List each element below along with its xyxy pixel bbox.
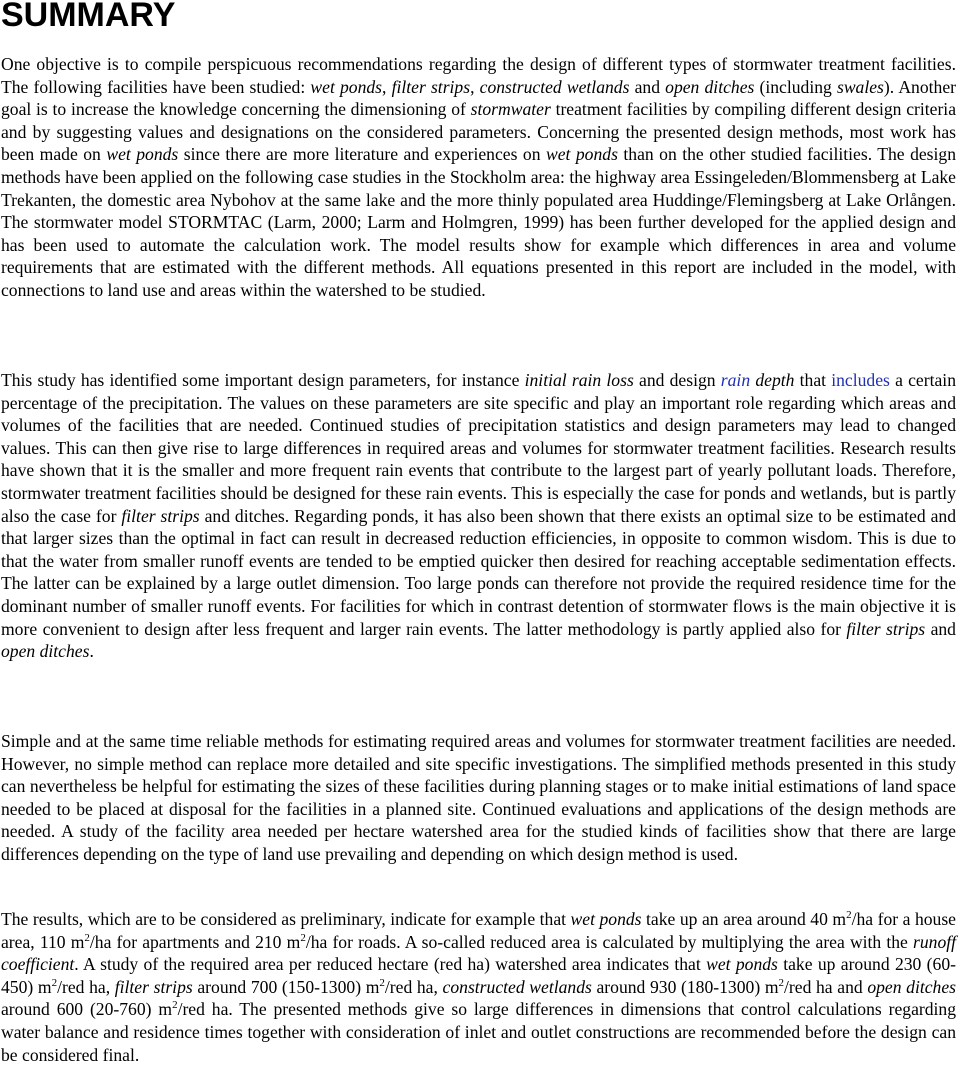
- italic-term: open ditches: [665, 76, 755, 97]
- text-run: The results, which are to be considered as preliminary, indicate for example that: [1, 909, 571, 929]
- summary-paragraph-1: [1, 53, 956, 302]
- text-run: /ha for roads. A so-called reduced area is calculated by multiplying the area with the: [305, 931, 914, 952]
- text-run: take up an area around 40 m: [641, 909, 847, 929]
- text-run: and: [925, 618, 956, 639]
- text-run: around 600 (20-760) m: [1, 999, 173, 1020]
- italic-term: wet ponds: [106, 144, 179, 165]
- link-rain[interactable]: rain: [720, 370, 751, 390]
- italic-term: constructed wetlands: [479, 76, 630, 97]
- italic-term: runoff coefficient: [1, 931, 957, 975]
- superscript: 2: [51, 976, 58, 989]
- italic-term: open ditches: [1, 641, 90, 662]
- superscript: 2: [300, 931, 306, 944]
- italic-term: filter strips: [121, 505, 200, 526]
- link-includes[interactable]: includes: [831, 370, 890, 390]
- italic-term: filter strips: [391, 76, 471, 97]
- text-run: than on the other studied facilities. The design methods have been applied on the following case studies in the Stockholm area: the highway area Essingeleden/Blommensberg at Lake Trekanten, the domestic area Nybohov at the same lake and the more thinly populated area Huddinge/Flemingsberg at Lake Orlången. The stormwater model STORMTAC (Larm, 2000; Larm and Holmgren, 1999) has been further developed for the applied design and has been used to automate the calculation work. The model results show for example which differences in area and volume requirements that are estimated with the different methods. All equations presented in this report are included in the model, with connections to land use and areas within the watershed to be studied.: [1, 144, 957, 300]
- text-run: that: [794, 370, 832, 390]
- superscript: 2: [379, 976, 385, 989]
- italic-term: initial rain loss: [524, 370, 634, 390]
- text-run: treatment facilities by compiling different design criteria and by suggesting values and designations on the considered parameters. Concerning the presented design methods, most work has been made on: [1, 99, 956, 165]
- text-run: around 930 (180-1300) m: [591, 976, 779, 997]
- text-run: /red ha,: [57, 976, 115, 997]
- italic-term: filter strips: [114, 976, 193, 997]
- text-run: /red ha,: [384, 976, 443, 997]
- superscript: 2: [172, 999, 178, 1012]
- text-run: and design: [633, 370, 721, 390]
- text-run: One objective is to compile perspicuous recommendations regarding the design of different types of stormwater treatment facilities. The following facilities have been studied:: [1, 54, 956, 97]
- text-run: since there are more literature and experiences on: [178, 144, 546, 165]
- italic-term: wet ponds: [545, 144, 618, 165]
- italic-term: swales: [836, 76, 884, 97]
- summary-paragraph-2: [1, 369, 956, 663]
- superscript: 2: [84, 931, 90, 944]
- text-run: /red ha. The presented methods give so large differences in dimensions that control calculations regarding water balance and residence times together with consideration of inlet and outlet constructions are recommended before the design can be considered final.: [1, 999, 957, 1065]
- text-run: around 700 (150-1300) m: [192, 976, 380, 997]
- summary-paragraph-4: [1, 908, 956, 1066]
- text-run: /ha for apartments and 210 m: [89, 931, 301, 952]
- italic-term: open ditches: [867, 976, 956, 997]
- page-title: SUMMARY: [1, 0, 176, 34]
- italic-term: wet ponds: [310, 76, 383, 97]
- text-run: This study has identified some important design parameters, for instance: [1, 370, 525, 390]
- italic-term: filter strips: [846, 618, 926, 639]
- text-run: and ditches. Regarding ponds, it has also been shown that there exists an optimal size to be estimated and that larger sizes than the optimal in fact can result in decreased reduction efficiencies, in opposite to common wisdom. This is due to that the water from smaller runoff events are tended to be emptied quicker then desired for reaching acceptable sedimentation effects. The latter can be explained by a large outlet dimension. Too large ponds can therefore not provide the required residence time for the dominant number of smaller runoff events. For facilities for which in contrast detention of stormwater flows is the main objective it is more convenient to design after less frequent and larger rain events. The latter methodology is partly applied also for: [1, 505, 957, 639]
- superscript: 2: [846, 909, 852, 921]
- text-run: take up around 230 (60-450) m: [1, 954, 956, 997]
- italic-term: wet ponds: [706, 954, 778, 975]
- italic-term: depth: [755, 370, 795, 390]
- text-run: and: [629, 76, 666, 97]
- italic-term: stormwater: [470, 99, 551, 120]
- text-run: ,: [470, 76, 480, 97]
- text-run: a certain percentage of the precipitation. The values on these parameters are site specific and play an important role regarding which areas and volumes of the facilities that are needed. Continued studies of precipitation statistics and design parameters may lead to changed values. This can then give rise to large differences in required areas and volumes for stormwater treatment facilities. Research results have shown that it is the smaller and more frequent rain events that contribute to the largest part of yearly pollutant loads. Therefore, stormwater treatment facilities should be designed for these rain events. This is especially the case for ponds and wetlands, but is partly also the case for: [1, 370, 956, 526]
- text-run: /ha for a house area, 110 m: [1, 909, 956, 952]
- text-run: (including: [754, 76, 837, 97]
- text-run: ,: [382, 76, 392, 97]
- text-run: /red ha and: [784, 976, 868, 997]
- summary-paragraph-3: Simple and at the same time reliable methods for estimating required areas and volumes for stormwater treatment facilities are needed. However, no simple method can replace more detailed and site specific investigations. The simplified methods presented in this study can nevertheless be helpful for estimating the sizes of these facilities during planning stages or to make initial estimations of land space needed to be placed at disposal for the facilities in a planned site. Continued evaluations and applications of the design methods are needed. A study of the facility area needed per hectare watershed area for the studied kinds of facilities show that there are large differences depending on the type of land use prevailing and depending on which design method is used.: [1, 731, 956, 864]
- text-run: .: [89, 641, 94, 662]
- text-run: . A study of the required area per reduced hectare (red ha) watershed area indicates that: [74, 954, 707, 975]
- italic-term: wet ponds: [570, 909, 642, 929]
- italic-term: constructed wetlands: [442, 976, 592, 997]
- superscript: 2: [778, 976, 785, 989]
- text-run: ). Another goal is to increase the knowledge concerning the dimensioning of: [1, 76, 956, 120]
